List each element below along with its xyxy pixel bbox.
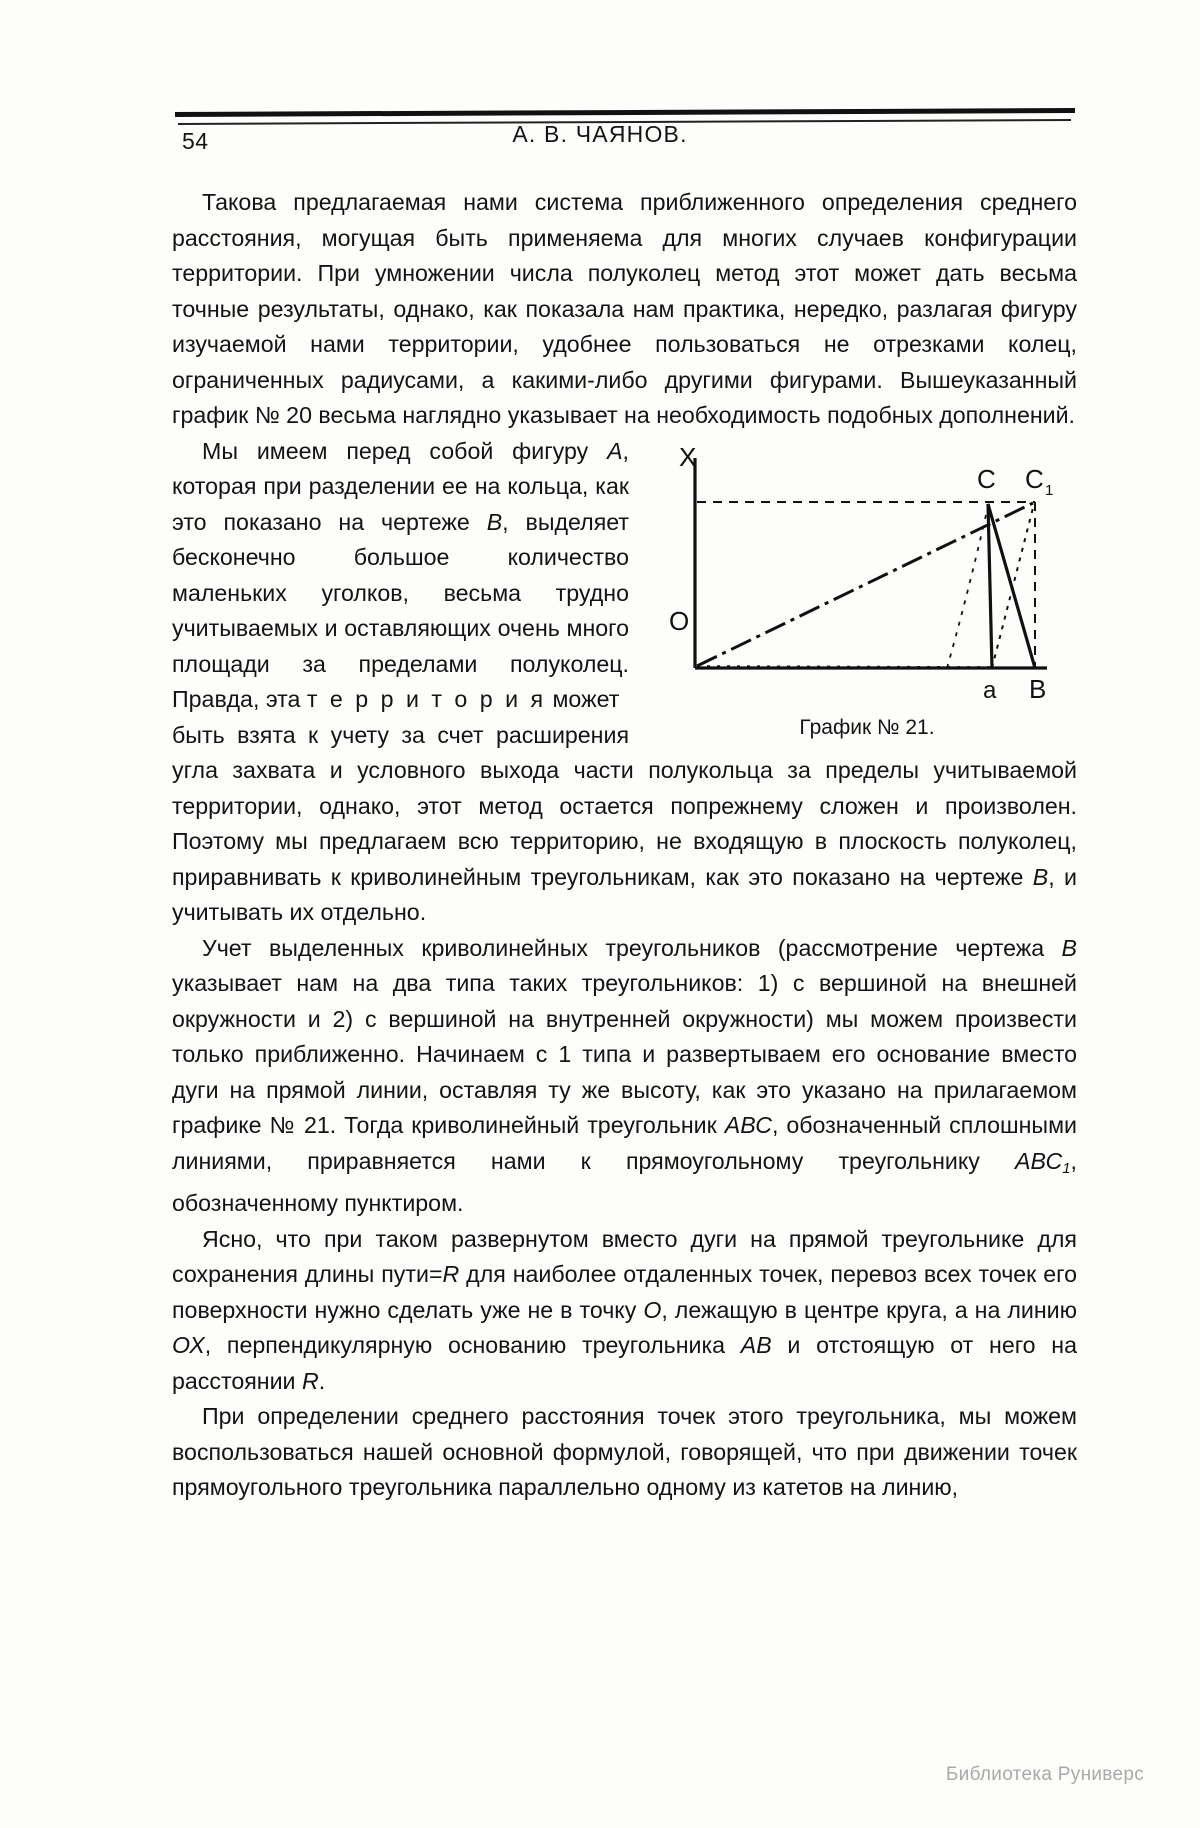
body-text <box>172 185 1077 1506</box>
p2-fig-a: A <box>607 437 623 464</box>
p5-part-d: , перпендикулярную основанию треугольника <box>204 1332 741 1358</box>
p5-var-r2: R <box>301 1367 319 1394</box>
p5-part-f: . <box>318 1367 326 1394</box>
svg-text:С: С <box>977 463 996 494</box>
p2-lead: эта <box>265 686 307 712</box>
graph-21-drawing <box>647 440 1077 710</box>
p4-part-b: указывает нам на два типа таких треугольников: 1) с вершиной на внешней окружности и 2) с вершиной на внутренней окружности) мы можем произвести только приближенно. Начинаем с 1 типа и развертываем его основание вместо дуги на прямой линии, оставляя ту же высоту, как это указано на прилагаемом графике № 21. Тогда криволинейный треугольник <box>172 970 1077 1138</box>
figure-graph-21 <box>647 440 1077 740</box>
p5-point-o: О <box>643 1296 662 1323</box>
p2-part-b: , которая при разделении ее на кольца, как это показано на чертеже <box>172 437 629 535</box>
p5-var-r: R <box>442 1261 460 1287</box>
p5-segment-ab: АВ <box>740 1332 772 1358</box>
p2-fig-b: B <box>486 508 503 535</box>
p4-triangle-abc: АВС <box>724 1112 772 1138</box>
figure-caption: График № 21. <box>799 716 935 739</box>
p5-part-a: Ясно, что при таком развернутом вместо дуги на прямой треугольнике для сохранения длины пути= <box>172 1225 1077 1287</box>
svg-text:1: 1 <box>1045 481 1054 499</box>
p2-part-a: Мы имеем перед собой фигуру <box>202 437 608 464</box>
svg-text:В: В <box>1029 673 1047 704</box>
svg-text:С: С <box>1025 463 1044 494</box>
p2-tail: может <box>546 686 620 712</box>
library-colophon: Библиотека Руниверс <box>945 1764 1144 1785</box>
p4-part-d: , обозначенному пунктиром. <box>172 1147 1077 1216</box>
p4-triangle-abc1: АВС <box>1015 1147 1063 1174</box>
p5-line-ox: ОХ <box>172 1332 205 1358</box>
p5-part-b: для наиболее отдаленных точек, перевоз всех точек его поверхности нужно сделать уже не в точку <box>172 1261 1077 1323</box>
p3-part-a: быть взята к учету за счет расширения угла захвата и условного выхода части полукольца за пределы учитываемой территории, однако, этот метод остается попрежнему сложен и произволен. Поэтому мы предлагаем всю территорию, не входящую в плоскость полуколец, приравнивать к криволинейным треугольникам, как это показано на чертеже <box>172 721 1077 890</box>
p2-part-c: , выделяет бесконечно большое количество маленьких уголков, весьма трудно учитываемых и оставляющих очень много площади за пределами полуколец. Правда, <box>172 508 630 712</box>
p5-part-e: и отстоящую от него на расстоянии <box>172 1332 1077 1394</box>
p4-part-a: Учет выделенных криволинейных треугольников (рассмотрение чертежа <box>202 934 1062 961</box>
p5-part-c: , лежащую в центре круга, а на линию <box>661 1296 1077 1323</box>
svg-text:а: а <box>983 676 997 704</box>
p4-part-c: , обозначенный сплошными линиями, приравняется нами к прямоугольному треугольнику <box>172 1112 1077 1174</box>
p4-triangle-abc1-subscript: 1 <box>1062 1159 1071 1177</box>
page-number: 54 <box>182 128 209 154</box>
running-head: А. В. ЧАЯНОВ. <box>512 121 688 147</box>
paragraph-6: При определении среднего расстояния точек этого треугольника, мы можем воспользоваться нашей основной формулой, говорящей, что при движении точек прямоугольного треугольника параллельно одному из катетов на линию, <box>172 1403 1077 1500</box>
svg-text:X: X <box>679 441 697 472</box>
paragraph-4 <box>172 931 1077 1222</box>
svg-text:O: O <box>669 605 690 636</box>
p3-fig-b: B <box>1032 863 1049 890</box>
paragraph-3 <box>172 718 1077 931</box>
p3-part-b: , и учитывать их отдельно. <box>172 863 1077 925</box>
paragraph-1: Такова предлагаемая нами система приближенного определения среднего расстояния, могущая быть применяема для многих случаев конфигурации территории. При умножении числа полуколец метод этот может дать весьма точные результаты, однако, как показала нам практика, нередко, разлагая фигуру изучаемой нами территории, удобнее пользоваться не отрезками колец, ограниченных радиусами, а какими-либо другими фигурами. Вышеуказанный график № 20 весьма наглядно указывает на необходимость подобных дополнений. <box>172 189 1077 428</box>
p4-fig-b: B <box>1061 934 1077 961</box>
header-rule-thick <box>175 108 1075 117</box>
p2-spaced: т е р р и т о р и я <box>306 686 547 712</box>
paragraph-5 <box>172 1222 1077 1400</box>
